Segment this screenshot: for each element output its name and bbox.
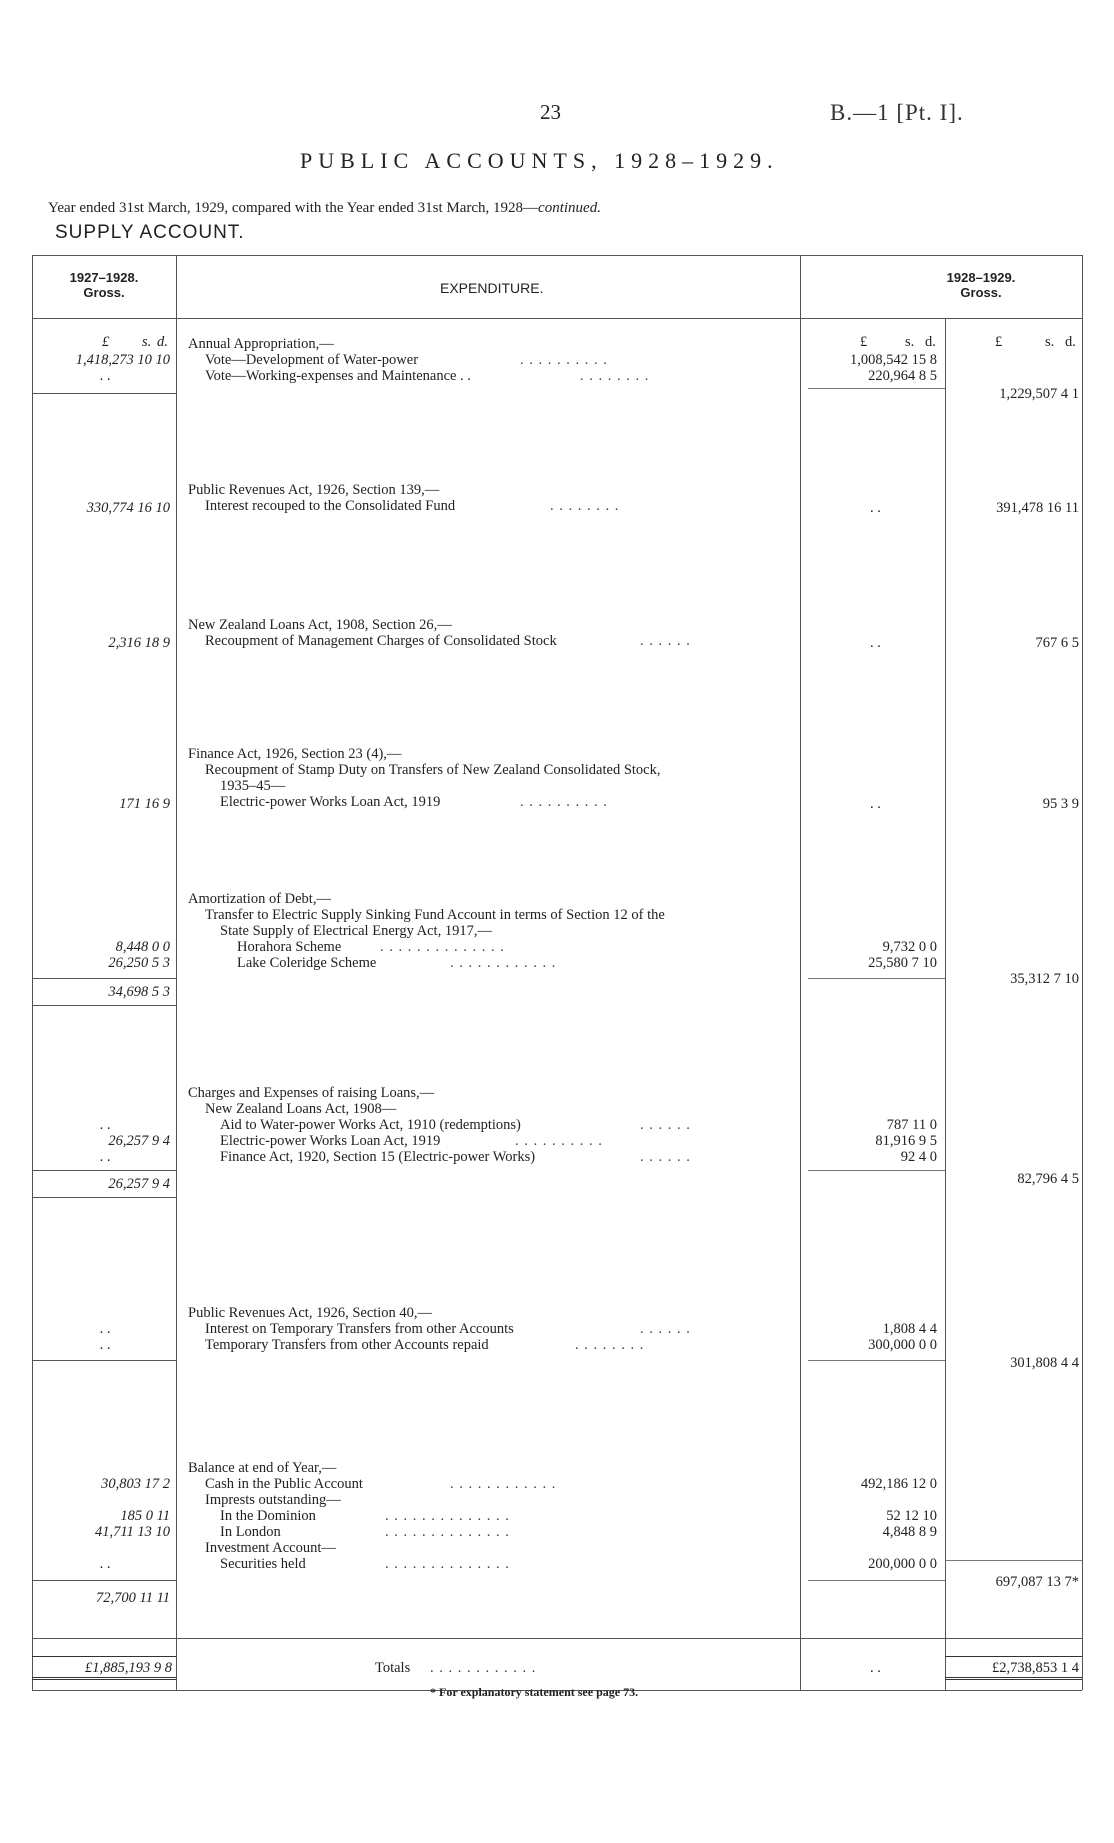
r8-item-b: Imprests outstanding— [205, 1492, 341, 1508]
header-bottom-rule [32, 318, 1082, 319]
cur-gross-label: Gross. [960, 285, 1002, 300]
cur-year-label: 1928–1929. [946, 270, 1016, 285]
r6-leader-d: . . . . . . [640, 1149, 691, 1165]
r6-total: 82,796 4 5 [1017, 1171, 1079, 1187]
r8-leader-c: . . . . . . . . . . . . . . [385, 1508, 510, 1524]
r8-prev-f: . . [100, 1556, 111, 1572]
r5-total: 35,312 7 10 [1010, 971, 1079, 987]
section-heading: SUPPLY ACCOUNT. [55, 222, 245, 243]
totals-top-rule [32, 1638, 1082, 1639]
r6-prev-rule-bottom [32, 1197, 176, 1198]
r8-total-rule [945, 1560, 1082, 1561]
r5-prev-rule-top [32, 978, 176, 979]
subtitle-continued: continued. [538, 200, 601, 216]
r8-item-d: In London [220, 1524, 281, 1540]
col-divider-1 [176, 255, 177, 1690]
r7-item-a: Interest on Temporary Transfers from other Accounts [205, 1321, 514, 1337]
r8-leader-a: . . . . . . . . . . . . [450, 1476, 557, 1492]
r4-heading: Finance Act, 1926, Section 23 (4),— [188, 746, 402, 762]
r2-leader-a: . . . . . . . . [550, 498, 620, 514]
r7-amount-b: 300,000 0 0 [868, 1337, 937, 1353]
prev-year-header [32, 270, 176, 300]
page-title: PUBLIC ACCOUNTS, 1928–1929. [300, 148, 779, 173]
r1-prev-amount: 1,418,273 10 10 [75, 352, 170, 368]
cur-d-label: d. [1065, 334, 1076, 350]
prev-pound-sign: £ [102, 334, 110, 350]
r6-amount-d: 92 4 0 [900, 1149, 937, 1165]
r8-prev-c: 185 0 11 [120, 1508, 170, 1524]
r8-subtotal-rule [808, 1580, 945, 1581]
r7-item-b: Temporary Transfers from other Accounts repaid [205, 1337, 489, 1353]
mid-s-label: s. [905, 334, 915, 350]
r2-heading: Public Revenues Act, 1926, Section 139,— [188, 482, 440, 498]
r8-item-f: Securities held [220, 1556, 306, 1572]
col-divider-2 [800, 255, 801, 1690]
r6-heading: Charges and Expenses of raising Loans,— [188, 1085, 435, 1101]
r8-prev-a: 30,803 17 2 [101, 1476, 170, 1492]
r5-amount-c: 9,732 0 0 [882, 939, 937, 955]
r8-item-e: Investment Account— [205, 1540, 336, 1556]
r8-prev-sum: 72,700 11 11 [96, 1590, 170, 1606]
r6-prev-d: . . [100, 1149, 111, 1165]
r5-prev-c: 8,448 0 0 [115, 939, 170, 955]
r8-amount-f: 200,000 0 0 [868, 1556, 937, 1572]
totals-leader: . . . . . . . . . . . . [430, 1660, 537, 1676]
expenditure-header: EXPENDITURE. [440, 280, 544, 296]
r7-amount-a: 1,808 4 4 [882, 1321, 937, 1337]
r1-item-b: Vote—Working-expenses and Maintenance . . [205, 368, 471, 384]
r6-prev-sum: 26,257 9 4 [108, 1176, 170, 1192]
r5-prev-rule-bottom [32, 1005, 176, 1006]
r6-item-d: Finance Act, 1920, Section 15 (Electric-power Works) [220, 1149, 536, 1165]
prev-s-label: s. [142, 334, 152, 350]
r6-leader-c: . . . . . . . . . . [515, 1133, 603, 1149]
r6-subtotal-rule [808, 1170, 945, 1171]
r2-mid: . . [870, 500, 881, 516]
r5-amount-d: 25,580 7 10 [868, 955, 937, 971]
r7-heading: Public Revenues Act, 1926, Section 40,— [188, 1305, 433, 1321]
r6-prev-rule-top [32, 1170, 176, 1171]
r6-item-a: New Zealand Loans Act, 1908— [205, 1101, 397, 1117]
r5-item-a: Transfer to Electric Supply Sinking Fund Account in terms of Section 12 of the [205, 907, 665, 923]
r1-heading: Annual Appropriation,— [188, 336, 334, 352]
mid-d-label: d. [925, 334, 936, 350]
r1-prev-b: . . [100, 368, 111, 384]
r3-leader-a: . . . . . . [640, 633, 691, 649]
r6-item-b: Aid to Water-power Works Act, 1910 (redemptions) [220, 1117, 521, 1133]
r7-prev-a: . . [100, 1321, 111, 1337]
col-divider-3 [945, 318, 946, 1690]
totals-label: Totals [375, 1660, 411, 1676]
r2-item-a: Interest recouped to the Consolidated Fund [205, 498, 456, 514]
r4-prev-amount: 171 16 9 [119, 796, 170, 812]
r8-amount-a: 492,186 12 0 [860, 1476, 937, 1492]
r1-leader-a: . . . . . . . . . . [520, 352, 608, 368]
subtitle-text: Year ended 31st March, 1929, compared with the Year ended 31st March, 1928— [48, 200, 539, 216]
cur-s-label: s. [1045, 334, 1055, 350]
totals-cur: £2,738,853 1 4 [992, 1660, 1079, 1676]
r6-amount-b: 787 11 0 [886, 1117, 937, 1133]
r1-amount-b: 220,964 8 5 [868, 368, 937, 384]
r7-prev-rule [32, 1360, 176, 1361]
r3-mid: . . [870, 635, 881, 651]
r1-total: 1,229,507 4 1 [999, 386, 1079, 402]
r8-prev-d: 41,711 13 10 [94, 1524, 170, 1540]
r5-item-c: Horahora Scheme [237, 939, 342, 955]
r1-amount-a: 1,008,542 15 8 [850, 352, 937, 368]
right-border [1082, 255, 1083, 1690]
r4-mid: . . [870, 796, 881, 812]
r4-item-b: 1935–45— [220, 778, 286, 794]
r5-heading: Amortization of Debt,— [188, 891, 331, 907]
r3-prev-amount: 2,316 18 9 [108, 635, 170, 651]
r5-item-b: State Supply of Electrical Energy Act, 1917,— [220, 923, 492, 939]
r4-total: 95 3 9 [1042, 796, 1079, 812]
totals-mid: . . [870, 1660, 881, 1676]
r8-amount-c: 52 12 10 [886, 1508, 937, 1524]
r8-leader-d: . . . . . . . . . . . . . . [385, 1524, 510, 1540]
r8-item-a: Cash in the Public Account [205, 1476, 363, 1492]
r5-item-d: Lake Coleridge Scheme [237, 955, 377, 971]
r5-leader-d: . . . . . . . . . . . . [450, 955, 557, 971]
cur-pound-sign: £ [995, 334, 1003, 350]
r8-item-c: In the Dominion [220, 1508, 316, 1524]
prev-gross-label: Gross. [83, 285, 125, 300]
left-border [32, 255, 33, 1690]
cur-year-header [880, 270, 1082, 300]
page-number: 23 [540, 100, 561, 124]
r1-prev-rule [32, 393, 176, 394]
footnote: * For explanatory statement see page 73. [430, 1685, 639, 1699]
r5-leader-c: . . . . . . . . . . . . . . [380, 939, 505, 955]
totals-prev: £1,885,193 9 8 [85, 1660, 172, 1676]
r8-heading: Balance at end of Year,— [188, 1460, 337, 1476]
r3-total: 767 6 5 [1035, 635, 1079, 651]
r6-leader-b: . . . . . . [640, 1117, 691, 1133]
r3-item-a: Recoupment of Management Charges of Consolidated Stock [205, 633, 557, 649]
r7-prev-b: . . [100, 1337, 111, 1353]
prev-d-label: d. [157, 334, 168, 350]
r2-total: 391,478 16 11 [996, 500, 1079, 516]
r5-prev-sum: 34,698 5 3 [108, 984, 170, 1000]
r1-subtotal-rule [808, 388, 945, 389]
r6-amount-c: 81,916 9 5 [875, 1133, 937, 1149]
r6-prev-c: 26,257 9 4 [108, 1133, 170, 1149]
prev-year-label: 1927–1928. [69, 270, 139, 285]
r7-total: 301,808 4 4 [1010, 1355, 1079, 1371]
subtitle [48, 200, 601, 217]
table-top-rule [32, 255, 1082, 256]
r4-item-c: Electric-power Works Loan Act, 1919 [220, 794, 441, 810]
r6-prev-b: . . [100, 1117, 111, 1133]
r7-leader-b: . . . . . . . . [575, 1337, 645, 1353]
document-code: B.—1 [Pt. I]. [830, 100, 964, 125]
r5-prev-d: 26,250 5 3 [108, 955, 170, 971]
r2-prev-amount: 330,774 16 10 [86, 500, 170, 516]
r6-item-c: Electric-power Works Loan Act, 1919 [220, 1133, 441, 1149]
r8-prev-rule-top [32, 1580, 176, 1581]
r4-leader-c: . . . . . . . . . . [520, 794, 608, 810]
r1-item-a: Vote—Development of Water-power [205, 352, 419, 368]
r7-leader-a: . . . . . . [640, 1321, 691, 1337]
r4-item-a: Recoupment of Stamp Duty on Transfers of New Zealand Consolidated Stock, [205, 762, 661, 778]
mid-pound-sign: £ [860, 334, 868, 350]
r8-leader-f: . . . . . . . . . . . . . . [385, 1556, 510, 1572]
r7-subtotal-rule [808, 1360, 945, 1361]
r5-subtotal-rule [808, 978, 945, 979]
r8-amount-d: 4,848 8 9 [882, 1524, 937, 1540]
r1-leader-b: . . . . . . . . [580, 368, 650, 384]
r8-total: 697,087 13 7* [995, 1574, 1079, 1590]
r3-heading: New Zealand Loans Act, 1908, Section 26,— [188, 617, 452, 633]
